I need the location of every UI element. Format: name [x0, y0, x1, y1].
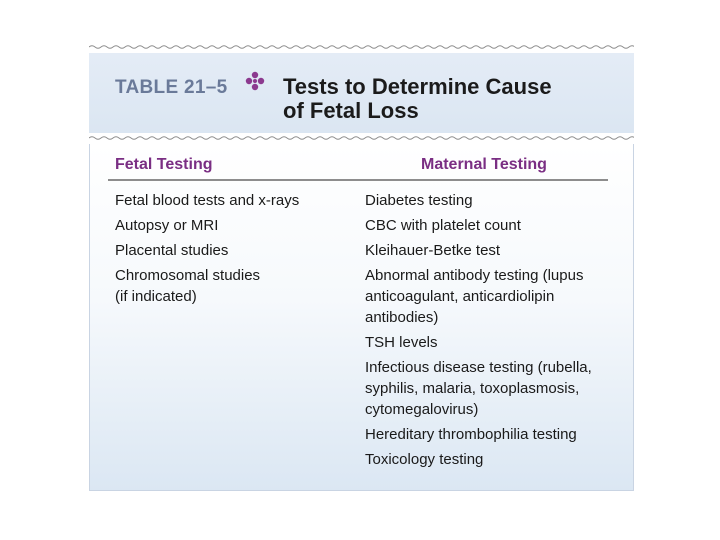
maternal-test-item-line: Toxicology testing [365, 451, 484, 468]
wavy-border-divider [89, 132, 634, 144]
table-title-line-2: of Fetal Loss [283, 98, 419, 123]
table-title-line-1: Tests to Determine Cause [283, 74, 552, 99]
maternal-testing-list [365, 190, 615, 474]
fetal-test-item [115, 265, 345, 307]
maternal-test-item-line: CBC with platelet count [365, 217, 521, 234]
table-card [89, 41, 634, 491]
maternal-testing-heading: Maternal Testing [421, 156, 547, 173]
maternal-test-item-line: syphilis, malaria, toxoplasmosis, [365, 380, 580, 397]
maternal-test-item-line: cytomegalovirus) [365, 401, 479, 418]
maternal-test-item [365, 449, 615, 470]
fetal-test-item-line: Autopsy or MRI [115, 217, 219, 234]
maternal-test-item [365, 190, 615, 211]
maternal-test-item-line: anticoagulant, anticardiolipin [365, 288, 555, 305]
fetal-testing-list [115, 190, 345, 311]
wavy-border-top [89, 41, 634, 53]
table-header [89, 53, 634, 133]
table-body [89, 144, 634, 491]
maternal-test-item [365, 424, 615, 445]
maternal-test-item-line: Abnormal antibody testing (lupus [365, 267, 584, 284]
fetal-test-item-line: Fetal blood tests and x-rays [115, 192, 300, 209]
fetal-test-item-line: Chromosomal studies [115, 267, 261, 284]
maternal-test-item [365, 357, 615, 420]
maternal-test-item-line: Kleihauer-Betke test [365, 242, 501, 259]
maternal-test-item-line: antibodies) [365, 309, 439, 326]
fetal-test-item [115, 240, 345, 261]
maternal-test-item [365, 332, 615, 353]
column-heading-rule [108, 179, 608, 181]
fetal-test-item-line: (if indicated) [115, 288, 197, 305]
maternal-test-item [365, 240, 615, 261]
maternal-test-item-line: TSH levels [365, 334, 438, 351]
maternal-test-item-line: Hereditary thrombophilia testing [365, 426, 577, 443]
maternal-test-item [365, 215, 615, 236]
fleuron-icon [245, 71, 265, 91]
fetal-test-item-line: Placental studies [115, 242, 229, 259]
table-title [283, 75, 623, 123]
maternal-test-item [365, 265, 615, 328]
fetal-test-item [115, 190, 345, 211]
table-number: TABLE 21–5 [115, 77, 228, 98]
fetal-testing-heading: Fetal Testing [115, 156, 213, 173]
maternal-test-item-line: Diabetes testing [365, 192, 473, 209]
maternal-test-item-line: Infectious disease testing (rubella, [365, 359, 592, 376]
fetal-test-item [115, 215, 345, 236]
